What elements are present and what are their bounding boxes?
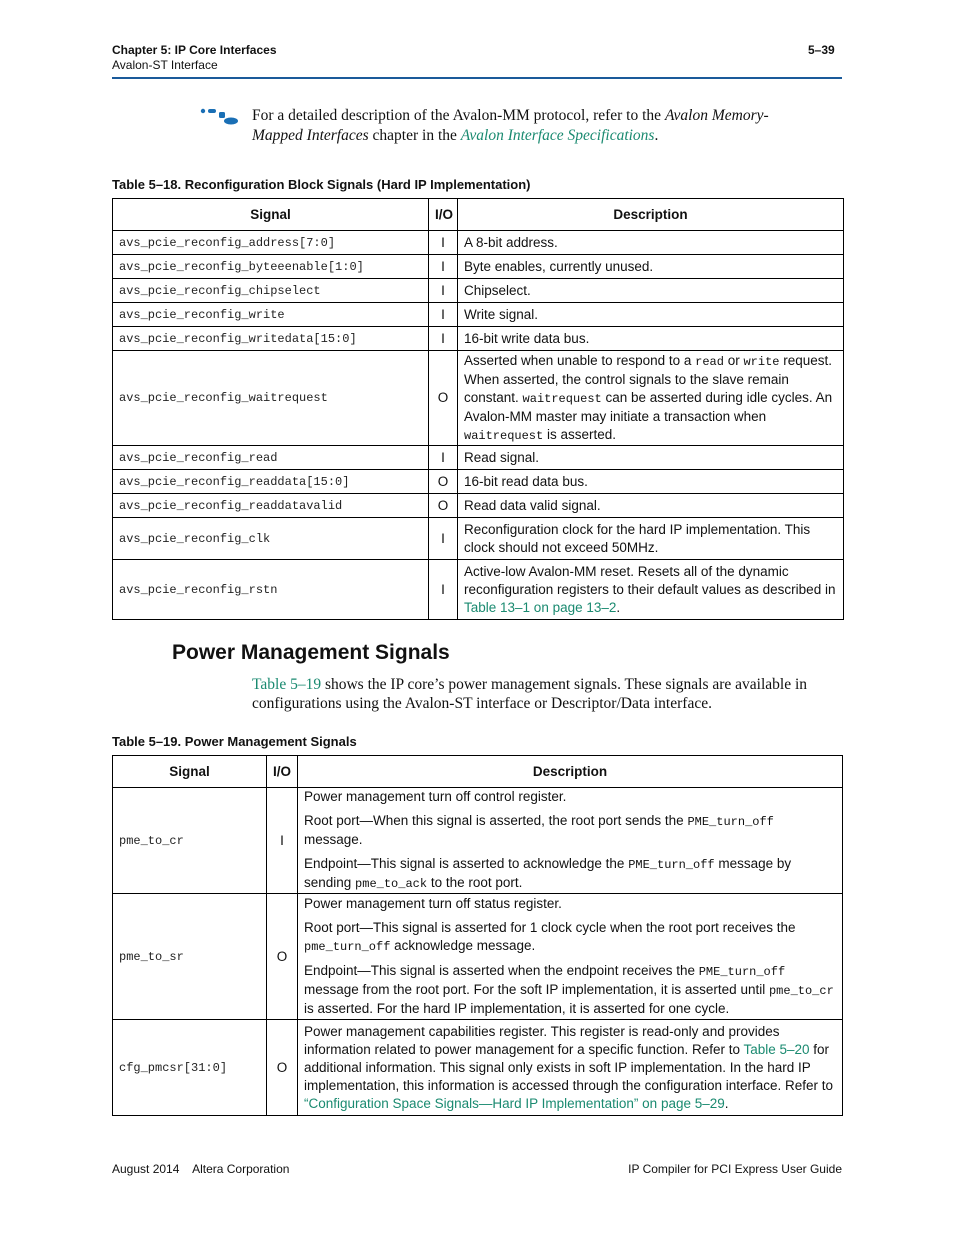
col-header-description: Description xyxy=(298,756,843,788)
table-5-19-link[interactable]: Table 5–19 xyxy=(252,676,322,693)
reference-arrow-icon xyxy=(200,108,240,126)
table-13-1-link[interactable]: Table 13–1 on page 13–2 xyxy=(464,599,617,615)
col-header-description: Description xyxy=(458,199,844,231)
table-row: avs_pcie_reconfig_waitrequest O Asserted when unable to respond to a read or write request. When asserted, the control signals to the slave remain constant. waitrequest can be asserted during idle cycles. An Avalon-MM master may initiate a transaction when waitrequest is asserted. xyxy=(113,351,844,446)
power-management-signals-table xyxy=(112,755,843,1116)
col-header-signal: Signal xyxy=(113,756,267,788)
section-intro: Table 5–19 shows the IP core’s power management signals. These signals are available in configurations using the Avalon-ST interface or Descriptor/Data interface. xyxy=(252,676,808,712)
table-row: avs_pcie_reconfig_readdatavalid O Read data valid signal. xyxy=(113,494,844,518)
table-row: pme_to_sr O Power management turn off status register. Root port—This signal is asserted for 1 clock cycle when the root port receives the pme_turn_off acknowledge message. Endpoint—This signal is asserted when the endpoint receives the PME_turn_off message from the root port. For the soft IP implementation, it is asserted until pme_to_cr is asserted. For the hard IP implementation, it is asserted for one cycle. xyxy=(113,894,843,1020)
table-5-19-caption: Table 5–19. Power Management Signals xyxy=(112,734,357,749)
table-row: avs_pcie_reconfig_readdata[15:0] O 16-bit read data bus. xyxy=(113,470,844,494)
table-row: avs_pcie_reconfig_write I Write signal. xyxy=(113,303,844,327)
running-header-chapter: Chapter 5: IP Core Interfaces xyxy=(112,43,277,57)
table-row: avs_pcie_reconfig_rstn I Active-low Avalon-MM reset. Resets all of the dynamic reconfiguration registers to their default values as described in Table 13–1 on page 13–2. xyxy=(113,560,844,620)
table-row: avs_pcie_reconfig_read I Read signal. xyxy=(113,446,844,470)
col-header-signal: Signal xyxy=(113,199,429,231)
footer-left: August 2014 Altera Corporation xyxy=(112,1162,290,1176)
running-header-section: Avalon-ST Interface xyxy=(112,58,218,72)
footer-right: IP Compiler for PCI Express User Guide xyxy=(628,1162,842,1176)
reference-note: For a detailed description of the Avalon-MM protocol, refer to the Avalon Memory-Mapped Interfaces chapter in the Avalon Interface Specifications. xyxy=(252,107,769,144)
table-row: avs_pcie_reconfig_chipselect I Chipselect. xyxy=(113,279,844,303)
header-rule xyxy=(112,77,842,79)
table-row: avs_pcie_reconfig_writedata[15:0] I 16-bit write data bus. xyxy=(113,327,844,351)
reconfiguration-signals-table xyxy=(112,198,844,620)
table-5-18-caption: Table 5–18. Reconfiguration Block Signals (Hard IP Implementation) xyxy=(112,177,531,192)
avalon-spec-link[interactable]: Avalon Interface Specifications xyxy=(460,127,655,144)
table-row: avs_pcie_reconfig_clk I Reconfiguration clock for the hard IP implementation. This clock should not exceed 50MHz. xyxy=(113,518,844,560)
section-title: Power Management Signals xyxy=(172,641,450,664)
col-header-io: I/O xyxy=(429,199,458,231)
table-row: avs_pcie_reconfig_byteeenable[1:0] I Byte enables, currently unused. xyxy=(113,255,844,279)
page-number: 5–39 xyxy=(808,43,835,57)
table-5-20-link[interactable]: Table 5–20 xyxy=(743,1041,810,1057)
table-row: cfg_pmcsr[31:0] O Power management capabilities register. This register is read-only and provides information related to power management for a specific function. Refer to Table 5–20 for additional information. This signal only exists in soft IP implementation. In the hard IP implementation, this information is accessed through the configuration interface. Refer to “Configuration Space Signals—Hard IP Implementation” on page 5–29. xyxy=(113,1020,843,1116)
config-space-signals-link[interactable]: “Configuration Space Signals—Hard IP Implementation” on page 5–29 xyxy=(304,1095,725,1111)
table-row: avs_pcie_reconfig_address[7:0] I A 8-bit address. xyxy=(113,231,844,255)
col-header-io: I/O xyxy=(267,756,298,788)
table-row: pme_to_cr I Power management turn off control register. Root port—When this signal is asserted, the root port sends the PME_turn_off message. Endpoint—This signal is asserted to acknowledge the PME_turn_off message by sending pme_to_ack to the root port. xyxy=(113,788,843,894)
